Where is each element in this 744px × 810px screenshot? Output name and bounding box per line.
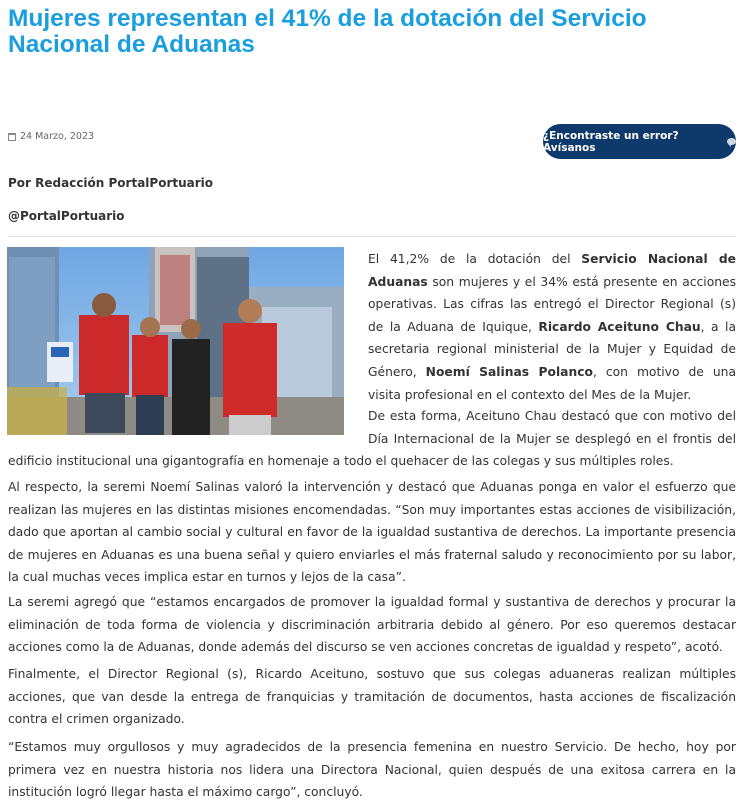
author-handle[interactable]: @PortalPortuario bbox=[8, 209, 125, 223]
article-title: Mujeres representan el 41% de la dotación del Servicio Nacional de Aduanas bbox=[8, 5, 647, 58]
report-error-button[interactable] bbox=[543, 124, 736, 159]
publish-date-text: 24 Marzo, 2023 bbox=[20, 131, 95, 142]
publish-date bbox=[8, 131, 94, 142]
report-error-label: ¿Encontraste un error? Avísanos bbox=[543, 129, 679, 154]
p1-text-1: El 41,2% de la dotación del bbox=[368, 252, 582, 266]
author-byline: Por Redacción PortalPortuario bbox=[8, 176, 214, 190]
paragraph-2-text: De esta forma, Aceituno Chau destacó que con motivo del Día Internacional de la Mujer se desplegó en el frontis del edificio institucional una gigantografía en homenaje a todo el quehacer de las colegas y sus múltiples roles. bbox=[8, 409, 736, 469]
p1-text-4: , con motivo de una visita profesional en el contexto del Mes de la Mujer. bbox=[368, 364, 736, 402]
p1-text-2: son mujeres y el 34% está presente en acciones operativas. Las cifras las entregó el Director Regional (s) de la Aduana de Iquique, bbox=[368, 274, 736, 334]
paragraph-3: Al respecto, la seremi Noemí Salinas valoró la intervención y destacó que Aduanas ponga en valor el esfuerzo que realizan las mujeres en las distintas misiones encomendadas. “Son muy importantes estas acciones de visibilización, dado que aportan al cambio social y cultural en favor de la igualdad sustantiva de derechos. La importante presencia de mujeres en Aduanas es una buena señal y quiero enviarles el más fraternal saludo y reconocimiento por su labor, la cual muchas veces implica estar en turnos y lejos de la casa”. bbox=[8, 480, 736, 585]
paragraph-2 bbox=[8, 405, 736, 473]
paragraph-5: Finalmente, el Director Regional (s), Ricardo Aceituno, sostuvo que sus colegas aduaneras realizan múltiples acciones, que van desde la entrega de franquicias y tramitación de documentos, hasta acciones de fiscalización contra el crimen organizado. bbox=[8, 667, 736, 727]
p1-bold-aduanas: Servicio Nacional de Aduanas bbox=[368, 252, 736, 289]
paragraph-4: La seremi agregó que “estamos encargados de promover la igualdad formal y sustantiva de derechos y procurar la eliminación de toda forma de violencia y discriminación arbitraria debido al género. Por eso queremos destacar acciones como la de Aduanas, donde además del discurso se ven acciones concretas de igualdad y respeto”, acotó. bbox=[8, 595, 736, 655]
calendar-icon bbox=[8, 133, 16, 141]
photo-float-spacer bbox=[8, 405, 368, 450]
divider bbox=[8, 236, 736, 237]
p1-text-3: , a la secretaria regional ministerial de la Mujer y Equidad de Género, bbox=[368, 319, 736, 379]
p1-bold-aceituno: Ricardo Aceituno Chau bbox=[538, 319, 701, 334]
speech-bubble-icon bbox=[727, 138, 736, 145]
p1-bold-salinas: Noemí Salinas Polanco bbox=[425, 364, 593, 379]
paragraph-1 bbox=[368, 248, 736, 406]
paragraph-6: “Estamos muy orgullosos y muy agradecidos de la presencia femenina en nuestro Servicio. De hecho, hoy por primera vez en nuestra historia nos lidera una Directora Nacional, quien después de una exitosa carrera en la institución logró llegar hasta el máximo cargo”, concluyó. bbox=[8, 740, 736, 800]
